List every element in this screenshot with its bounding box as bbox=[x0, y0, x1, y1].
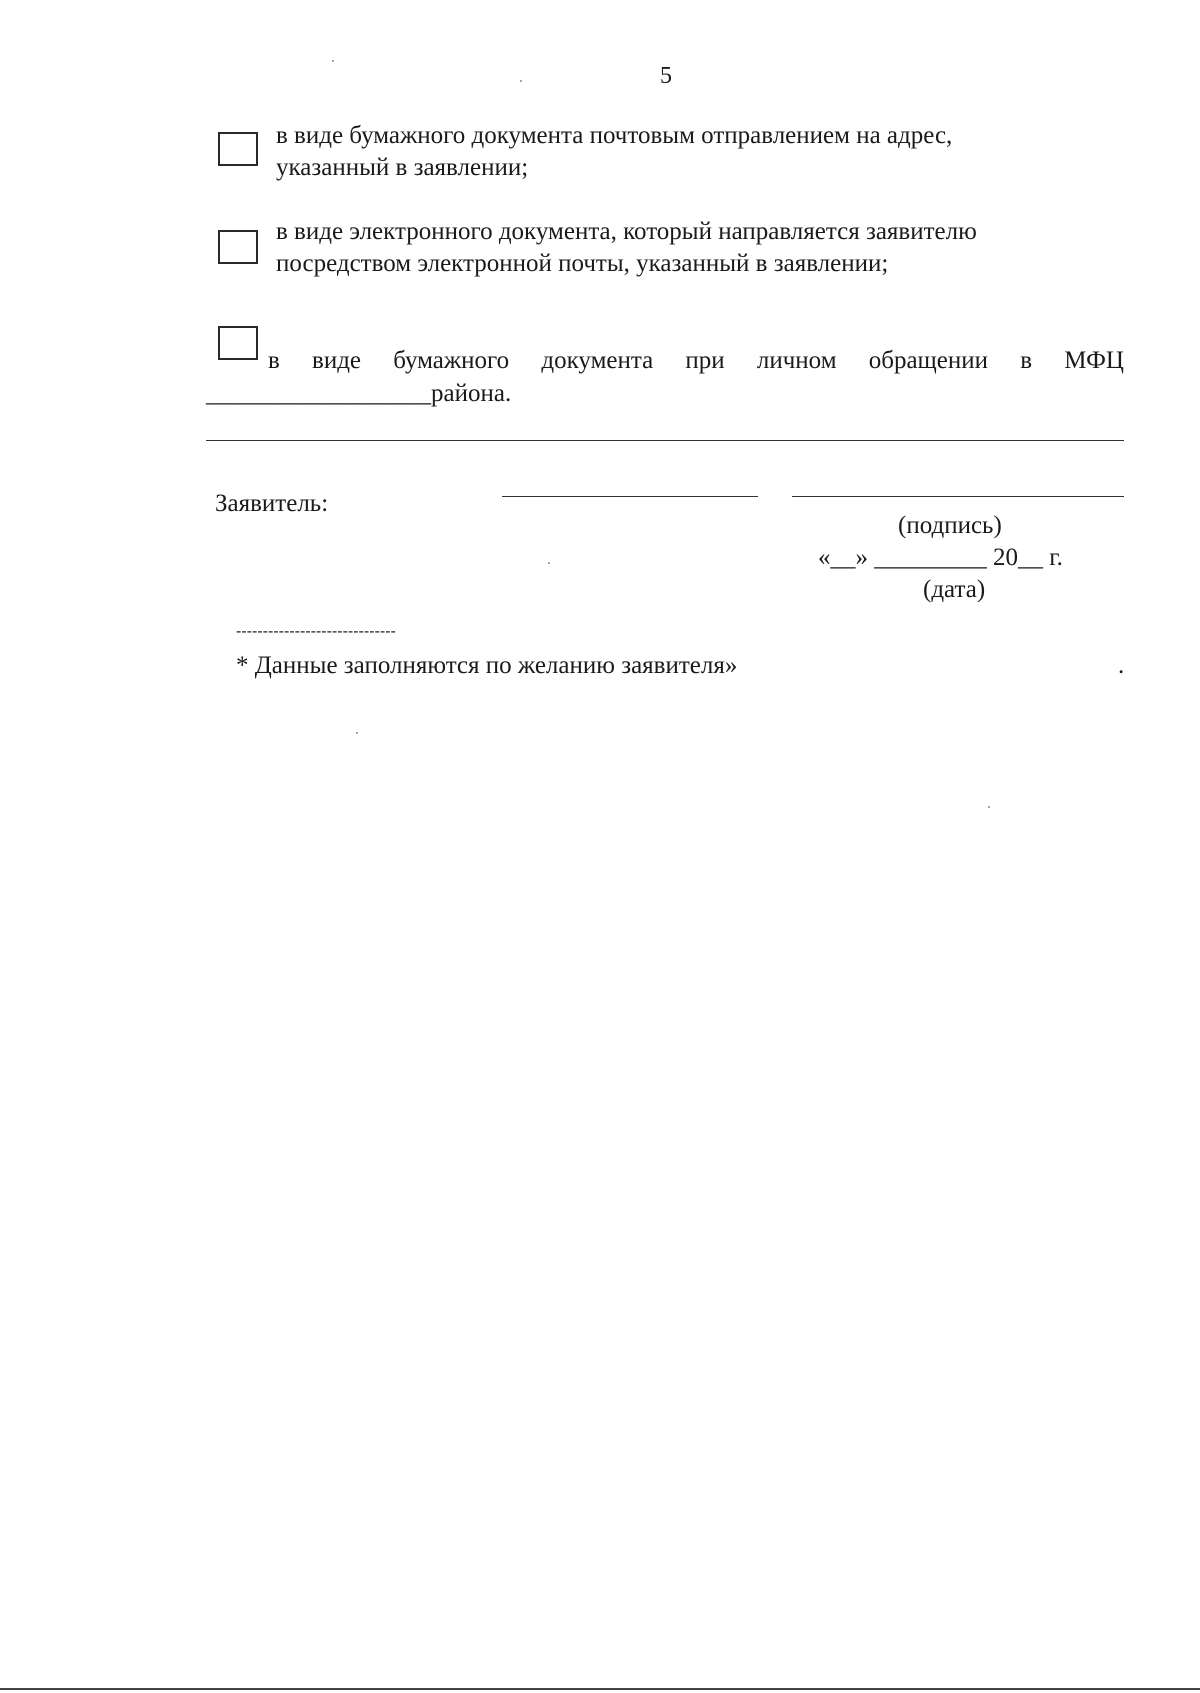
applicant-label: Заявитель: bbox=[215, 490, 329, 517]
option-mfc-checkbox[interactable] bbox=[218, 326, 258, 360]
option-mfc-word: в bbox=[1020, 347, 1033, 374]
footnote-text: * Данные заполняются по желанию заявителя» bbox=[236, 652, 738, 679]
page-bottom-edge bbox=[0, 1688, 1200, 1690]
footnote-separator: ------------------------------ bbox=[236, 623, 396, 640]
option-mfc-word: личном bbox=[756, 347, 837, 374]
scan-speck bbox=[332, 60, 334, 62]
scan-speck bbox=[520, 80, 522, 82]
option-postal-text-line1: в виде бумажного документа почтовым отправлением на адрес, bbox=[276, 122, 953, 149]
option-mfc-text-line1 bbox=[268, 345, 1124, 377]
name-line[interactable] bbox=[792, 496, 1124, 497]
signature-caption: (подпись) bbox=[898, 512, 1002, 539]
option-mfc-word: документа bbox=[541, 347, 654, 374]
option-email-checkbox[interactable] bbox=[218, 230, 258, 264]
footnote-dot: . bbox=[1118, 652, 1125, 679]
district-suffix: района. bbox=[431, 380, 512, 407]
option-email-text-line2: посредством электронной почты, указанный в заявлении; bbox=[276, 250, 889, 277]
signature-line[interactable] bbox=[502, 496, 758, 497]
scan-speck bbox=[356, 732, 358, 734]
district-blank[interactable]: __________________ bbox=[206, 380, 431, 407]
date-line[interactable]: «__» _________ 20__ г. bbox=[818, 544, 1063, 571]
date-caption: (дата) bbox=[923, 576, 986, 603]
scan-speck bbox=[988, 806, 990, 808]
page-number: 5 bbox=[660, 63, 672, 89]
option-email-text-line1: в виде электронного документа, который направляется заявителю bbox=[276, 218, 977, 245]
option-mfc-word: обращении bbox=[868, 347, 989, 374]
section-divider bbox=[206, 440, 1124, 441]
option-mfc-text-line2 bbox=[206, 378, 511, 410]
option-postal-checkbox[interactable] bbox=[218, 132, 258, 166]
option-mfc-word: при bbox=[685, 347, 725, 374]
option-mfc-word: виде bbox=[312, 347, 362, 374]
option-postal-text-line2: указанный в заявлении; bbox=[276, 154, 529, 181]
option-mfc-word: в bbox=[268, 347, 280, 374]
option-mfc-word: МФЦ bbox=[1064, 347, 1124, 374]
option-mfc-word: бумажного bbox=[393, 347, 510, 374]
scan-speck bbox=[548, 562, 550, 564]
